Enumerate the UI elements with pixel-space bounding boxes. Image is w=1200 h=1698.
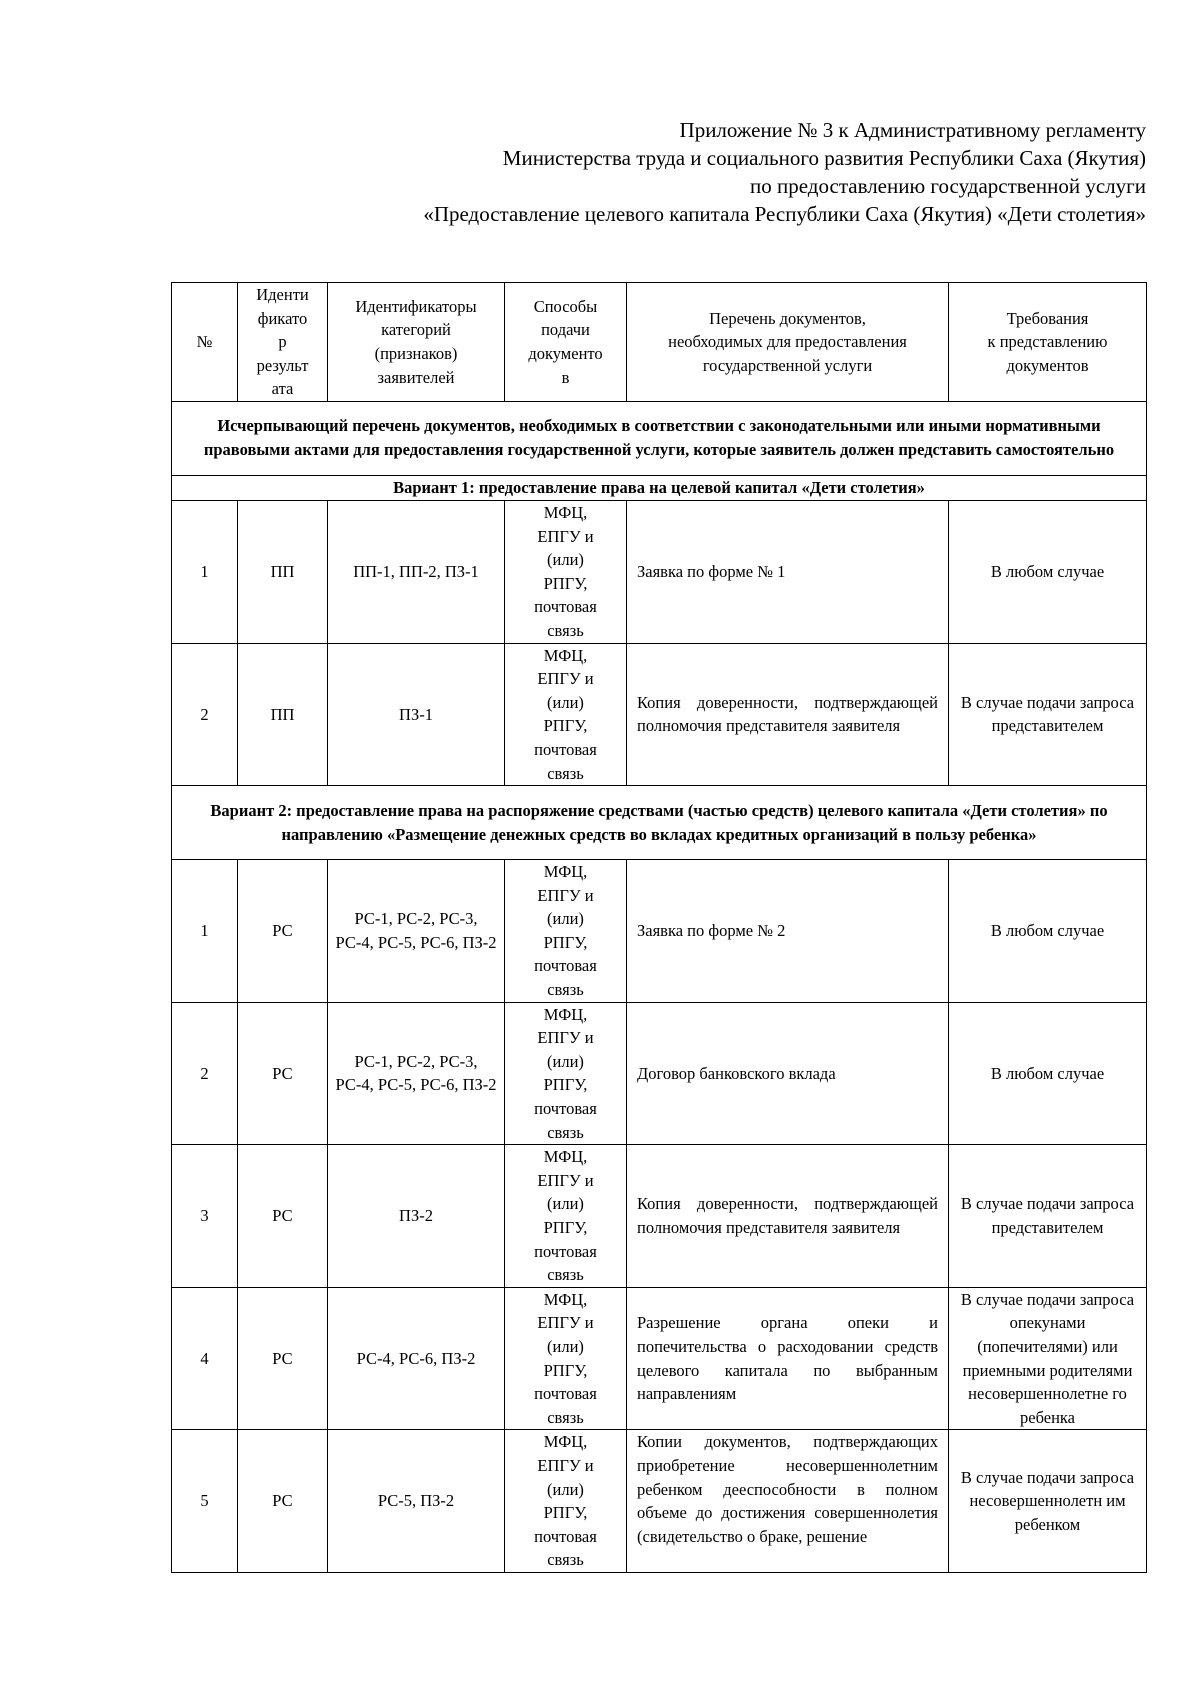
row-requirement: В случае подачи запроса опекунами (попечителями) или приемными родителями несовершеннолетне го ребенка <box>949 1287 1147 1430</box>
row-document: Заявка по форме № 2 <box>627 860 949 1003</box>
row-result-id: ПП <box>238 500 328 643</box>
row-methods: МФЦ, ЕПГУ и (или) РПГУ, почтовая связь <box>505 1002 627 1145</box>
documents-table <box>171 282 1147 1573</box>
row-requirement: В любом случае <box>949 1002 1147 1145</box>
row-result-id: РС <box>238 1002 328 1145</box>
row-requirement: В случае подачи запроса представителем <box>949 1145 1147 1288</box>
table-row <box>172 1430 1147 1573</box>
header-line-2: Министерства труда и социального развития Республики Саха (Якутия) <box>502 146 1146 170</box>
row-categories: РС-4, РС-6, ПЗ-2 <box>328 1287 505 1430</box>
table-row <box>172 1145 1147 1288</box>
row-categories: РС-1, РС-2, РС-3, РС-4, РС-5, РС-6, ПЗ-2 <box>328 1002 505 1145</box>
row-number: 1 <box>172 860 238 1003</box>
section-main-row <box>172 401 1147 475</box>
row-categories: РС-5, ПЗ-2 <box>328 1430 505 1573</box>
row-document: Разрешение органа опеки и попечительства о расходовании средств целевого капитала по выбранным направлениям <box>627 1287 949 1430</box>
row-requirement: В любом случае <box>949 860 1147 1003</box>
row-document: Копия доверенности, подтверждающей полномочия представителя заявителя <box>627 643 949 786</box>
row-methods: МФЦ, ЕПГУ и (или) РПГУ, почтовая связь <box>505 1430 627 1573</box>
row-categories: РС-1, РС-2, РС-3, РС-4, РС-5, РС-6, ПЗ-2 <box>328 860 505 1003</box>
row-requirement: В любом случае <box>949 500 1147 643</box>
col-header-number: № <box>172 283 238 402</box>
row-methods: МФЦ, ЕПГУ и (или) РПГУ, почтовая связь <box>505 860 627 1003</box>
table-row <box>172 860 1147 1003</box>
variant1-row <box>172 475 1147 500</box>
section-main-title: Исчерпывающий перечень документов, необходимых в соответствии с законодательными или иными нормативными правовыми актами для предоставления государственной услуги, которые заявитель должен представить самостоятельно <box>172 401 1147 475</box>
table-row <box>172 643 1147 786</box>
row-number: 3 <box>172 1145 238 1288</box>
row-requirement: В случае подачи запроса несовершеннолетн им ребенком <box>949 1430 1147 1573</box>
row-methods: МФЦ, ЕПГУ и (или) РПГУ, почтовая связь <box>505 1287 627 1430</box>
row-categories: ПЗ-1 <box>328 643 505 786</box>
row-methods: МФЦ, ЕПГУ и (или) РПГУ, почтовая связь <box>505 1145 627 1288</box>
row-categories: ПЗ-2 <box>328 1145 505 1288</box>
row-methods: МФЦ, ЕПГУ и (или) РПГУ, почтовая связь <box>505 500 627 643</box>
col-header-categories: Идентификаторы категорий (признаков) заявителей <box>328 283 505 402</box>
header-line-3: по предоставлению государственной услуги <box>750 174 1146 198</box>
row-document: Заявка по форме № 1 <box>627 500 949 643</box>
header-line-4: «Предоставление целевого капитала Республики Саха (Якутия) «Дети столетия» <box>423 202 1146 226</box>
row-number: 4 <box>172 1287 238 1430</box>
row-document: Копии документов, подтверждающих приобретение несовершеннолетним ребенком дееспособности в полном объеме до достижения совершеннолетия (свидетельство о браке, решение <box>627 1430 949 1573</box>
row-number: 1 <box>172 500 238 643</box>
table-header-row <box>172 283 1147 402</box>
variant2-row <box>172 786 1147 860</box>
variant1-title: Вариант 1: предоставление права на целевой капитал «Дети столетия» <box>172 475 1147 500</box>
row-document: Копия доверенности, подтверждающей полномочия представителя заявителя <box>627 1145 949 1288</box>
row-categories: ПП-1, ПП-2, ПЗ-1 <box>328 500 505 643</box>
row-number: 5 <box>172 1430 238 1573</box>
row-number: 2 <box>172 643 238 786</box>
row-result-id: РС <box>238 1287 328 1430</box>
row-result-id: ПП <box>238 643 328 786</box>
table-row <box>172 500 1147 643</box>
row-number: 2 <box>172 1002 238 1145</box>
col-header-methods: Способы подачи документо в <box>505 283 627 402</box>
row-result-id: РС <box>238 1145 328 1288</box>
variant2-title: Вариант 2: предоставление права на распоряжение средствами (частью средств) целевого капитала «Дети столетия» по направлению «Размещение денежных средств во вкладах кредитных организаций в пользу ребенка» <box>172 786 1147 860</box>
table-row <box>172 1287 1147 1430</box>
row-result-id: РС <box>238 1430 328 1573</box>
table-row <box>172 1002 1147 1145</box>
header-line-1: Приложение № 3 к Административному регламенту <box>679 118 1146 142</box>
row-methods: МФЦ, ЕПГУ и (или) РПГУ, почтовая связь <box>505 643 627 786</box>
col-header-result-id: Иденти фикато р результ ата <box>238 283 328 402</box>
row-result-id: РС <box>238 860 328 1003</box>
document-header <box>246 116 1146 228</box>
col-header-requirements: Требования к представлению документов <box>949 283 1147 402</box>
row-requirement: В случае подачи запроса представителем <box>949 643 1147 786</box>
col-header-documents: Перечень документов, необходимых для предоставления государственной услуги <box>627 283 949 402</box>
row-document: Договор банковского вклада <box>627 1002 949 1145</box>
